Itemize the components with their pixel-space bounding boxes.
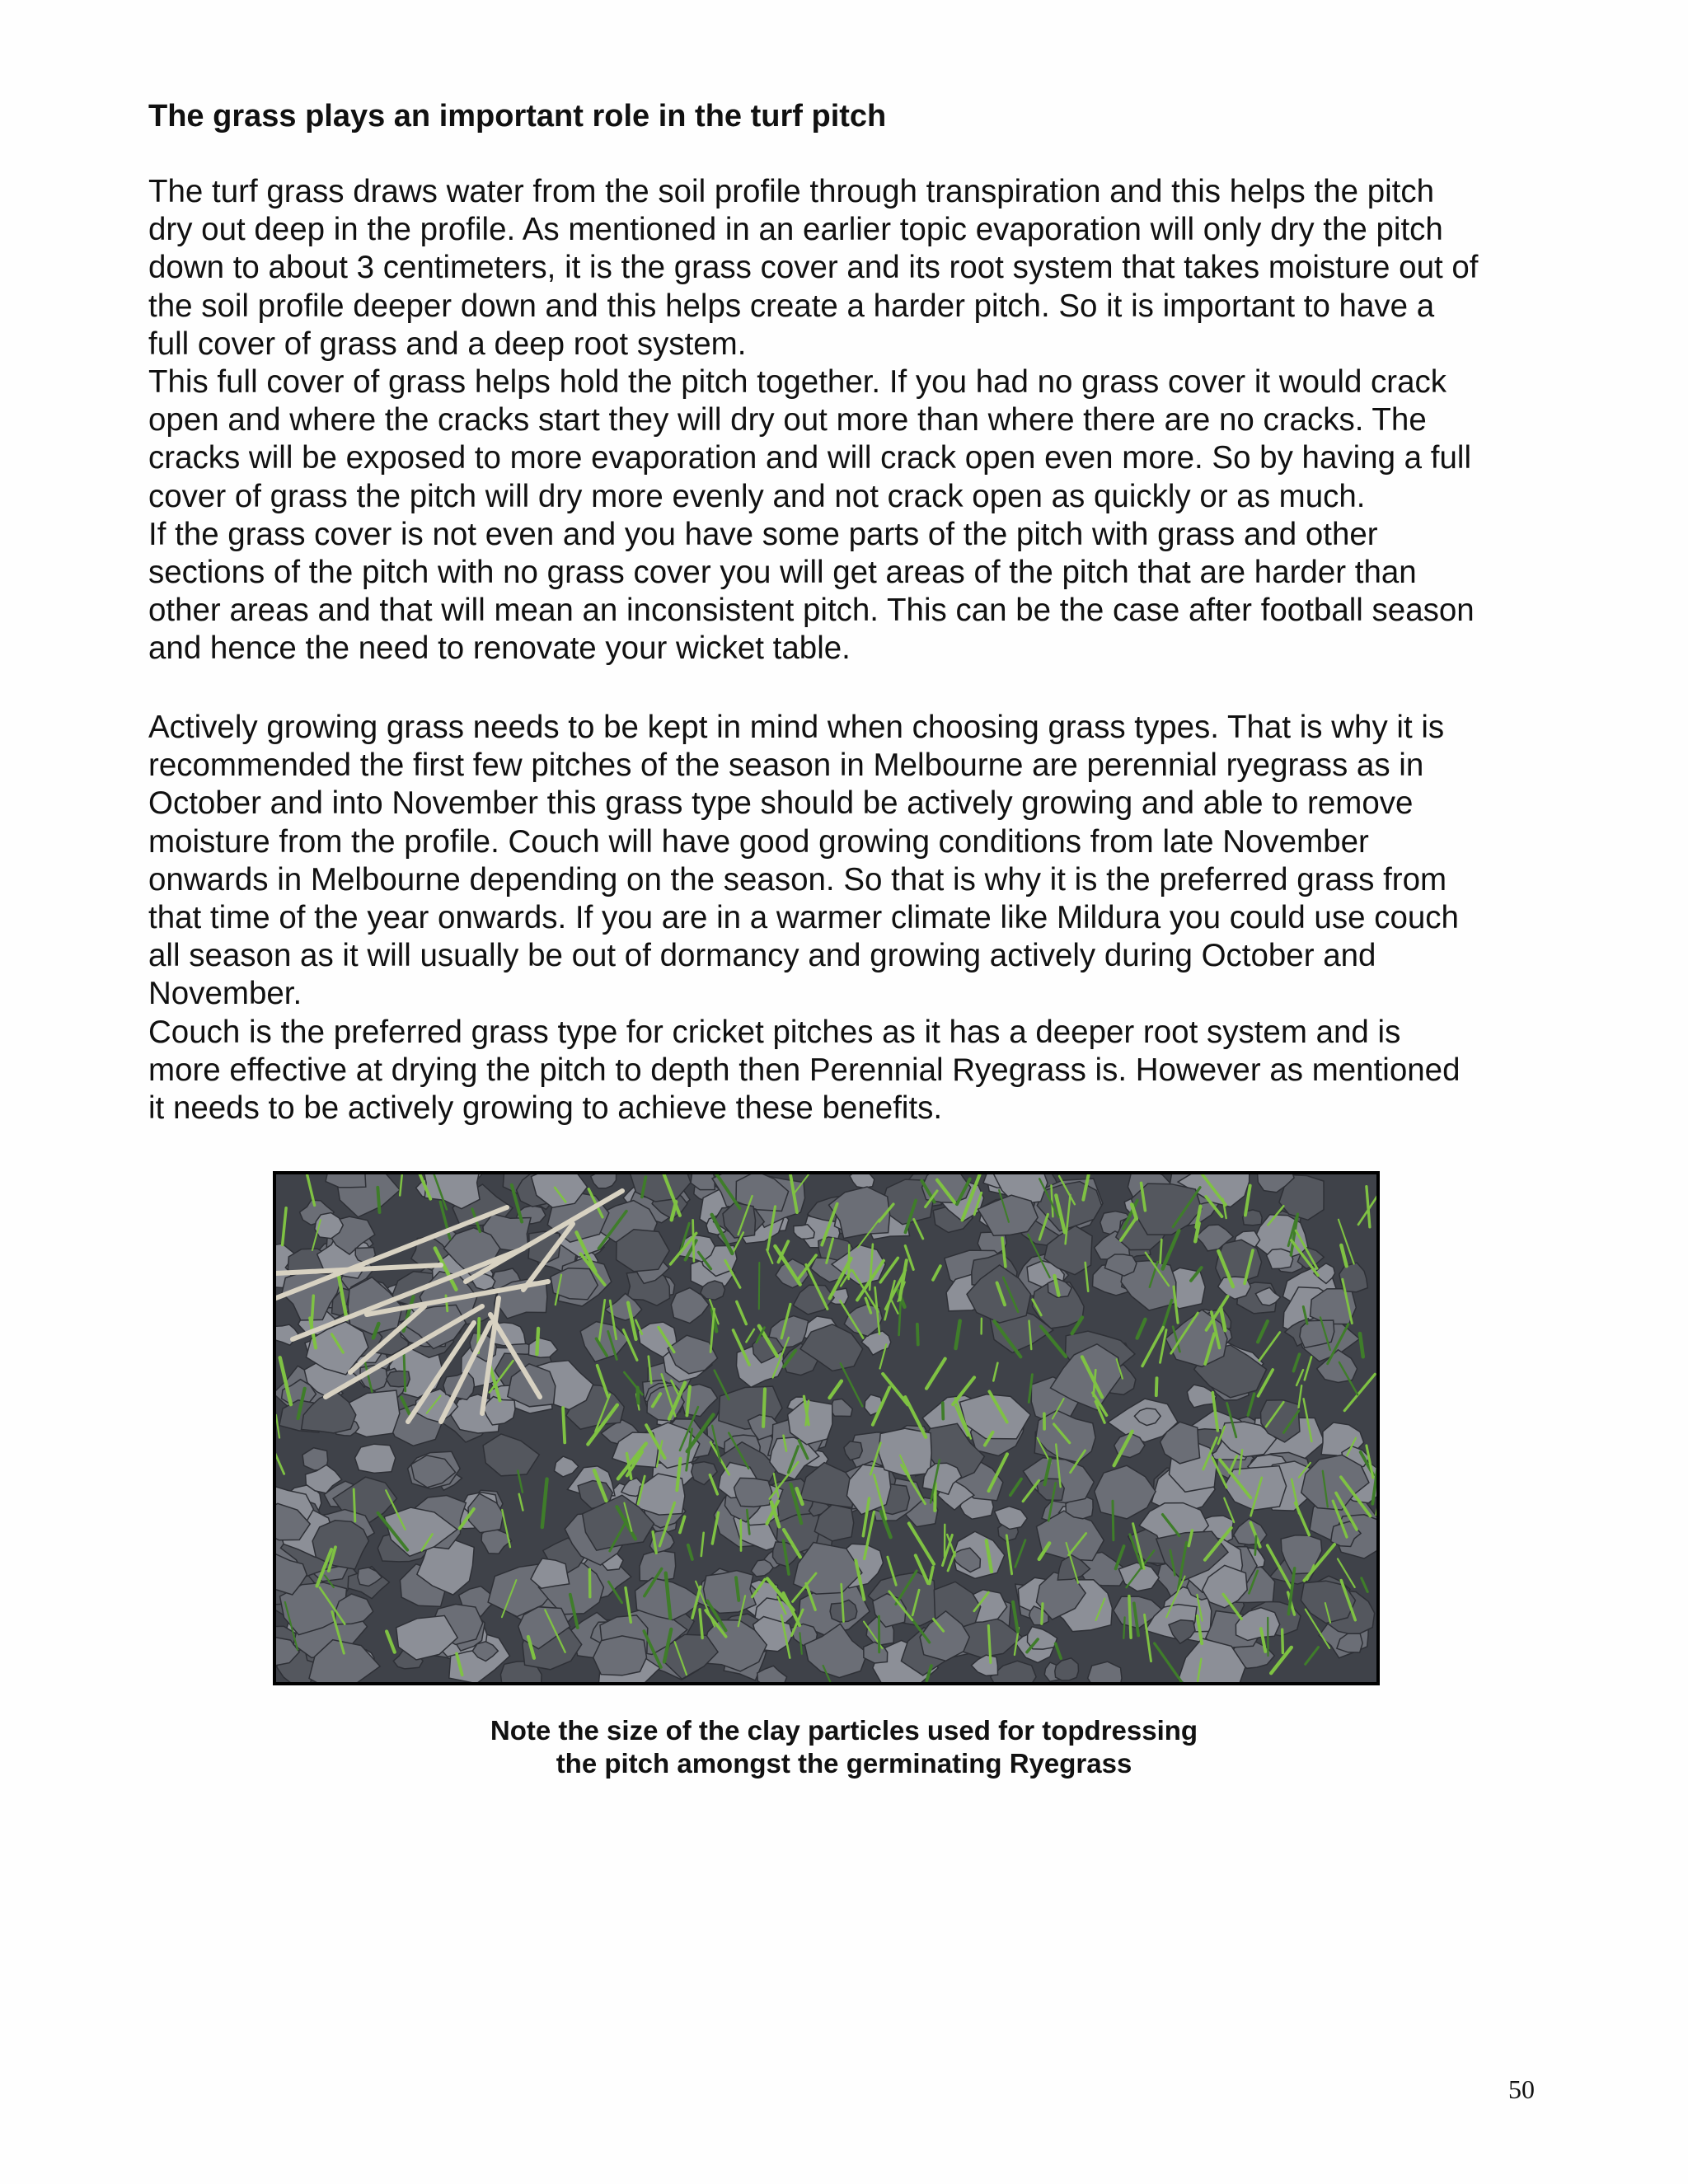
text-line: other areas and that will mean an inconsistent pitch. This can be the case after football season	[148, 593, 1475, 629]
grass-blade	[563, 1408, 565, 1442]
grass-blade	[1042, 1604, 1043, 1624]
photo-caption	[0, 1714, 1688, 1780]
grass-blade	[917, 1324, 918, 1345]
paragraph-grass-role	[148, 173, 1566, 668]
text-line: that time of the year onwards. If you are in a warmer climate like Mildura you could use couch	[148, 900, 1459, 936]
grass-blade	[638, 1388, 639, 1404]
grass-blade	[1123, 1617, 1124, 1638]
text-line: more effective at drying the pitch to depth then Perennial Ryegrass is. However as mentioned	[148, 1052, 1461, 1088]
clay-clod	[617, 1230, 669, 1272]
grass-blade	[537, 1329, 538, 1354]
text-line: the soil profile deeper down and this helps create a harder pitch. So it is important to have a	[148, 288, 1435, 324]
ryegrass-photo	[273, 1171, 1380, 1685]
text-line: Actively growing grass needs to be kept in mind when choosing grass types. That is why it is	[148, 710, 1445, 745]
grass-blade	[1282, 1629, 1283, 1652]
text-line: onwards in Melbourne depending on the season. So that is why it is the preferred grass from	[148, 861, 1447, 898]
page-number: 50	[1508, 2074, 1535, 2104]
text-line: This full cover of grass helps hold the pitch together. If you had no grass cover it would crack	[148, 364, 1447, 401]
text-line: open and where the cracks start they will dry out more than where there are no cracks. The	[148, 402, 1427, 438]
clay-clod	[734, 1478, 772, 1507]
clay-clod	[387, 1371, 410, 1387]
text-line: it needs to be actively growing to achieve these benefits.	[148, 1090, 943, 1127]
text-line: October and into November this grass type should be actively growing and able to remove	[148, 785, 1414, 822]
text-line: If the grass cover is not even and you have some parts of the pitch with grass and other	[148, 516, 1378, 552]
clay-clod	[355, 1444, 396, 1473]
text-line: full cover of grass and a deep root system.	[148, 326, 747, 362]
caption-line: the pitch amongst the germinating Ryegrass	[556, 1748, 1132, 1779]
clay-clod	[593, 1636, 647, 1675]
paragraph-growing-grass	[148, 709, 1566, 1127]
grass-blade	[377, 1188, 379, 1212]
grass-blade	[693, 1220, 694, 1261]
text-line: dry out deep in the profile. As mentioned in an earlier topic evaporation will only dry the pitch	[148, 212, 1443, 248]
grass-blade	[1129, 1596, 1131, 1638]
text-line: cover of grass the pitch will dry more evenly and not crack open as quickly or as much.	[148, 478, 1366, 514]
text-line: recommended the first few pitches of the season in Melbourne are perennial ryegrass as in	[148, 748, 1424, 784]
text-line: down to about 3 centimeters, it is the grass cover and its root system that takes moisture out of	[148, 250, 1479, 286]
grass-blade	[1113, 1501, 1114, 1540]
grass-blade	[759, 1263, 760, 1309]
text-line: Couch is the preferred grass type for cricket pitches as it has a deeper root system and is	[148, 1014, 1401, 1050]
text-line: The turf grass draws water from the soil profile through transpiration and this helps the pitch	[148, 174, 1435, 209]
grass-blade	[1255, 1536, 1256, 1555]
text-line: cracks will be exposed to more evaporation and will crack open even more. So by having a full	[148, 440, 1472, 476]
grass-blade	[943, 1403, 944, 1418]
section-heading: The grass plays an important role in the turf pitch	[148, 99, 887, 134]
grass-blade	[849, 1245, 850, 1279]
text-line: sections of the pitch with no grass cover you will get areas of the pitch that are harder than	[148, 555, 1417, 591]
text-line: moisture from the profile. Couch will have good growing conditions from late November	[148, 823, 1369, 860]
grass-blade	[1156, 1378, 1157, 1395]
text-line: all season as it will usually be out of dormancy and growing actively during October and	[148, 938, 1376, 974]
clay-and-ryegrass-image	[276, 1174, 1376, 1682]
caption-line: Note the size of the clay particles used for topdressing	[490, 1715, 1198, 1746]
grass-blade	[763, 1389, 765, 1426]
text-line: November.	[148, 976, 302, 1012]
grass-blade	[404, 1351, 406, 1391]
clay-clod	[1267, 1249, 1293, 1268]
grass-blade	[354, 1489, 355, 1521]
grass-blade	[1160, 1240, 1162, 1263]
text-line: and hence the need to renovate your wicket table.	[148, 630, 851, 667]
